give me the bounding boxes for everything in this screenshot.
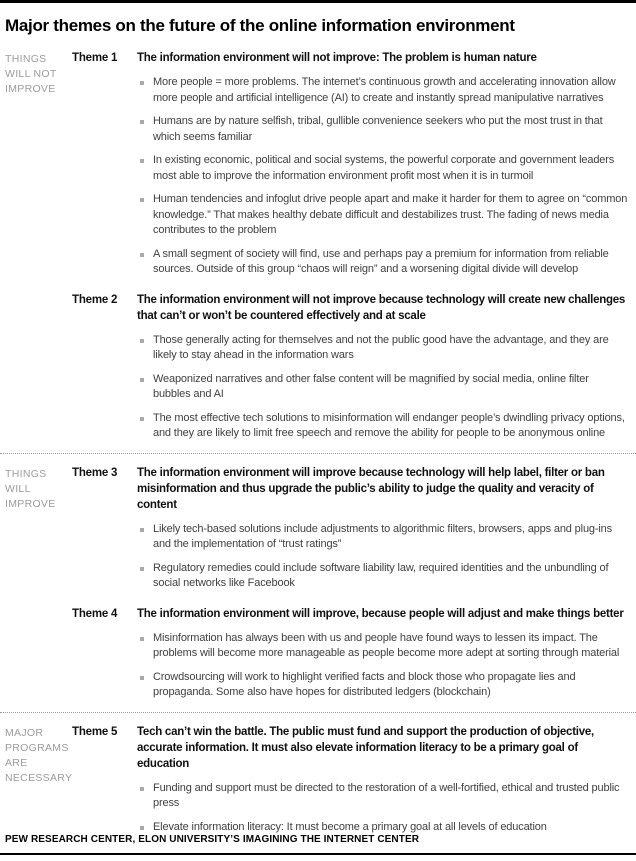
bullet-square-icon xyxy=(140,339,144,343)
bullet-square-icon xyxy=(140,826,144,830)
bottom-rule xyxy=(0,853,636,855)
theme-heading: Tech can’t win the battle. The public must fund and support the production of objective, accurate information. It must also elevate information literacy to be a primary goal of education xyxy=(137,725,594,770)
bullet-text: Humans are by nature selfish, tribal, gullible convenience seekers who put the most trust in that which seems familiar xyxy=(153,115,603,143)
list-item xyxy=(137,781,628,812)
theme-label: Theme 2 xyxy=(72,293,118,306)
list-item xyxy=(137,561,628,592)
footer-source: PEW RESEARCH CENTER, ELON UNIVERSITY’S IMAGINING THE INTERNET CENTER xyxy=(5,834,420,845)
bullet-square-icon xyxy=(140,567,144,571)
theme-heading: The information environment will improve because technology will help label, filter or ban misinformation and thus upgrade the public’s ability to judge the quality and veracity of content xyxy=(137,466,605,511)
bullet-square-icon xyxy=(140,120,144,124)
dotted-divider xyxy=(0,453,636,454)
report-figure xyxy=(0,3,636,834)
dotted-divider xyxy=(0,712,636,713)
theme-heading: The information environment will improve, because people will adjust and make things better xyxy=(137,607,624,620)
bullet-list xyxy=(137,781,628,835)
bullet-list xyxy=(137,631,628,701)
theme-3 xyxy=(72,465,628,592)
section-major-programs-are-necessary xyxy=(5,724,628,835)
bullet-list xyxy=(137,75,628,278)
section-things-will-not-improve xyxy=(5,50,628,442)
list-item xyxy=(137,411,628,442)
list-item xyxy=(137,114,628,145)
bullet-square-icon xyxy=(140,378,144,382)
list-item xyxy=(137,333,628,364)
bullet-text: Elevate information literacy: It must become a primary goal at all levels of education xyxy=(153,820,547,833)
list-item xyxy=(137,820,628,835)
list-item xyxy=(137,75,628,106)
theme-heading: The information environment will not improve because technology will create new challenges that can’t or won’t be countered effectively and at scale xyxy=(137,293,626,322)
bullet-list xyxy=(137,522,628,592)
section-label: MAJOR PROGRAMS ARE NECESSARY xyxy=(5,726,73,784)
theme-label: Theme 5 xyxy=(72,725,118,738)
theme-2 xyxy=(72,292,628,442)
bullet-square-icon xyxy=(140,417,144,421)
theme-label: Theme 3 xyxy=(72,466,118,479)
bullet-text: The most effective tech solutions to misinformation will endanger people’s dwindling privacy options, and they are likely to limit free speech and remove the ability for people to be anonymous online xyxy=(153,411,625,439)
bullet-square-icon xyxy=(140,253,144,257)
bullet-text: In existing economic, political and social systems, the powerful corporate and government leaders most able to improve the information environment profit most when it is in turmoil xyxy=(153,154,615,182)
bullet-square-icon xyxy=(140,528,144,532)
list-item xyxy=(137,247,628,278)
bullet-text: Human tendencies and infoglut drive people apart and make it harder for them to agree on “common knowledge.” That makes healthy debate difficult and destabilizes trust. The fading of news media contributes to the problem xyxy=(153,193,628,236)
list-item xyxy=(137,372,628,403)
bullet-text: Those generally acting for themselves and not the public good have the advantage, and they are likely to stay ahead in the information wars xyxy=(153,333,609,361)
bullet-square-icon xyxy=(140,676,144,680)
bullet-square-icon xyxy=(140,637,144,641)
list-item xyxy=(137,670,628,701)
bullet-text: Funding and support must be directed to the restoration of a well-fortified, ethical and trusted public press xyxy=(153,781,620,809)
theme-label: Theme 1 xyxy=(72,52,118,64)
list-item xyxy=(137,631,628,662)
bullet-square-icon xyxy=(140,159,144,163)
bullet-square-icon xyxy=(140,81,144,85)
bullet-list xyxy=(137,333,628,442)
bullet-text: Weaponized narratives and other false content will be magnified by social media, online filter bubbles and AI xyxy=(153,372,589,400)
list-item xyxy=(137,153,628,184)
bullet-text: More people = more problems. The internet’s continuous growth and accelerating innovation allow more people and artificial intelligence (AI) to create and instantly spread manipulative narratives xyxy=(153,76,616,104)
bullet-square-icon xyxy=(140,787,144,791)
footer xyxy=(0,834,636,861)
bullet-text: Likely tech-based solutions include adjustments to algorithmic filters, browsers, apps and plug-ins and the implementation of “trust ratings” xyxy=(153,522,612,550)
theme-heading: The information environment will not improve: The problem is human nature xyxy=(137,52,537,64)
theme-1 xyxy=(72,50,628,278)
bullet-text: Regulatory remedies could include software liability law, required identities and the unbundling of social networks like Facebook xyxy=(153,561,609,589)
bullet-square-icon xyxy=(140,198,144,202)
bullet-text: A small segment of society will find, use and perhaps pay a premium for information from reliable sources. Outside of this group “chaos will reign” and a worsening digital divide will develop xyxy=(153,247,609,275)
bullet-text: Misinformation has always been with us and people have found ways to lessen its impact. The problems will become more manageable as people become more adept at sorting through material xyxy=(153,631,620,659)
theme-4 xyxy=(72,606,628,701)
list-item xyxy=(137,522,628,553)
page-title: Major themes on the future of the online information environment xyxy=(5,16,515,35)
section-label: THINGS WILL NOT IMPROVE xyxy=(5,53,57,95)
list-item xyxy=(137,192,628,239)
bullet-text: Crowdsourcing will work to highlight verified facts and block those who propagate lies and propaganda. Some also have hopes for distributed ledgers (blockchain) xyxy=(153,670,576,698)
theme-5 xyxy=(72,724,628,835)
section-label: THINGS WILL IMPROVE xyxy=(5,467,56,510)
section-things-will-improve xyxy=(5,465,628,701)
theme-label: Theme 4 xyxy=(72,607,118,620)
